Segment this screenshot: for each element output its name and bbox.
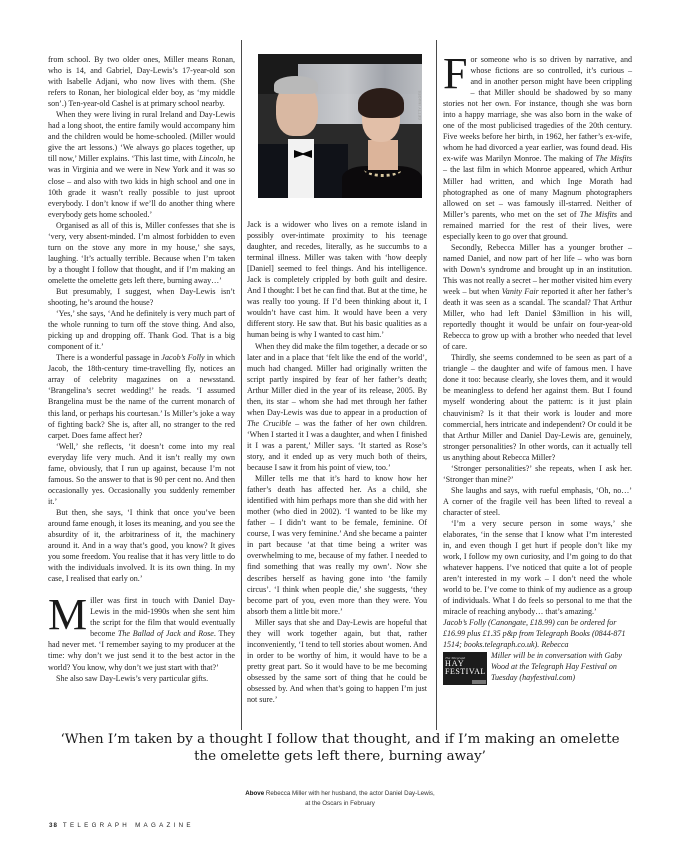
photo-credit: GETTY IMAGES xyxy=(418,90,422,120)
page-folio xyxy=(49,822,194,829)
paragraph-dropcap: Miller was first in touch with Daniel Day-Lewis in the mid-1990s when she sent him the script for the film that would eventually become The Ballad of Jack and Rose. They had never met. ‘I remember saying to my producer at the time: why don’t we just send it to the best actor in the world? You know, why don’t we just start with that?’ xyxy=(48,590,235,672)
paragraph: ‘Well,’ she reflects, ‘it doesn’t come into my real everyday life very much. And it isn’t really my own fame, obviously, that I run up against, because I’m not famous. So the answer to that is 90 per cent no. And then occasionally yes. Occasionally you suddenly remember it.’ xyxy=(48,441,235,506)
paragraph: When they were living in rural Ireland and Day-Lewis had a long shoot, the entire family would accompany him and the children would be home-schooled. (Miller would give the art lessons.) ‘We always go places together, up till now,’ Miller explains. ‘This last time, with Lincoln, he was in Virginia and we were in New York and it was so close – and also with two kids in high school and one in 10th grade it wasn’t really possible to just uproot everybody. I don’t know if we’ll do another thing where everybody gets home schooled.’ xyxy=(48,110,235,219)
paragraph: ‘Stronger personalities?’ she repeats, when I ask her. ‘Stronger than mine?’ xyxy=(443,463,632,484)
column-rule-left xyxy=(241,40,242,730)
paragraph: There is a wonderful passage in Jacob’s Folly in which Jacob, the 18th-century time-travelling fly, notices an array of celebrity magazines on a newsstand. ‘Brangelina’s secret wedding!’ he reads. ‘I assumed Brangelina must be the name of the current monarch of this land, or perhaps his courtesan.’ Is Miller’s joke a way of fighting back? She is, after all, no stranger to the red carpet. Does fame affect her? xyxy=(48,353,236,440)
column-rule-right xyxy=(436,40,437,730)
paragraph: Miller tells me that it’s hard to know how her father’s death has affected her. As a child, she identified with him perhaps more than she did with her mother (who died in 2002). ‘I wanted to be like my father – I didn’t want to be female, feminine. Of course, I was very feminine.’ And she became a painter in part because ‘at that time being a writer was overwhelming to me, because of my father. I needed to find something that was really my own’. Now she describes herself as having gone into ‘the family circus’. ‘I think when people die,’ she suggests, ‘they become part of you, even more than they were. You absorb them a little bit more.’ xyxy=(247,474,427,616)
paragraph: Organised as all of this is, Miller confesses that she is ‘very, very absent-minded. I’m almost forbidden to even turn on the stove any more in my house,’ she says, laughing. ‘It’s actually terrible. Because when I’m taken by a thought I follow that thought, and if I’m making an omelette the omelette gets left there, burning away…’ xyxy=(48,220,235,285)
photo-miller-daylewis xyxy=(258,54,422,198)
book-footnote: Jacob’s Folly (Canongate, £18.99) can be ordered for £16.99 plus £1.35 p&p from Telegraph Books (0844-871 1514; books.telegraph.co.uk). Rebecca xyxy=(443,618,626,650)
paragraph: from school. By two older ones, Miller means Ronan, who is 14, and Gabriel, Day-Lewis’s 17-year-old son with Isabelle Adjani, who now lives with them. (She refers to Ronan, her biological elder boy, as ‘my middle son’.) Ten-year-old Cashel is at primary school nearby. xyxy=(48,55,235,109)
publication-name: TELEGRAPH MAGAZINE xyxy=(62,822,194,829)
paragraph: Jack is a widower who lives on a remote island in possibly over-intimate proximity to his teenage daughter, and recedes, literally, as he succumbs to a terminal illness. Miller was taken with ‘how deeply [Daniel] seemed to feel things. And his intelligence. Jack is completely crippled by both guilt and desire. And I thought: I bet he can find that. But at the time, he was really too young. If I’d been thinking about it, I wouldn’t have cast him. It would have been a very different story. He saw that. But his basic qualities as a human being is why I wanted to cast him.’ xyxy=(247,220,427,340)
drop-cap-f: F xyxy=(443,49,468,98)
article-column-2 xyxy=(247,219,427,705)
paragraph: But presumably, I suggest, when Day-Lewis isn’t shooting, he’s around the house? xyxy=(48,286,235,308)
paragraph: Secondly, Rebecca Miller has a younger brother – named Daniel, and now part of her life – who was born with Down’s syndrome and brought up in an institution. This was not really a secret – her mother visited him every week – but when Vanity Fair reported it after her father’s death it was seen as a scandal. The scandal? That Arthur Miller, who had left Daniel $3million in his will, reportedly thought it would be unfair on four-year-old Rebecca to grow up with a brother who needed that level of care. xyxy=(443,242,633,352)
pull-quote: ‘When I’m taken by a thought I follow that thought, and if I’m making an omelette the omelette gets left there, burning away’ xyxy=(60,732,620,764)
paragraph: Thirdly, she seems condemned to be seen as part of a triangle – the daughter and wife of famous men. I have done it too: because clearly, she loves them, and it would be meaningless to defend her against them. But I found myself wondering about the pattern: is it just plain chauvinism? Is it that their work is louder and more commercial, hers intricate and independent? Or could it be that Arthur Miller and Daniel Day-Lewis are, genuinely, stronger personalities? In other words, can it actually tell us anything about Rebecca Miller? xyxy=(443,353,632,462)
paragraph: She also saw Day-Lewis’s very particular gifts. xyxy=(56,673,209,683)
paragraph: When they did make the film together, a decade or so later and in a place that ‘felt like the end of the world’, much had changed. Miller had originally written the script partly inspired by fear of her father’s death; Arthur Miller died in the year of its release, 2005. By then, its star – whom she had met through her father when Day-Lewis was due to appear in a production of The Crucible – was the father of her own children. ‘When I started it I was a daughter, and when I finished it I was a parent,’ Miller says. ‘It started as Rose’s story, and it ended up as very much both of theirs, because I saw it from his point of view, too.’ xyxy=(247,341,427,473)
drop-cap-m: M xyxy=(48,590,88,640)
article-column-1 xyxy=(48,54,235,684)
paragraph-dropcap: For someone who is so driven by narrative, and whose fictions are so controlled, it’s curious – and in another person might have been crippling – that Miller should be shadowed by so many stories not her own. For instance, though she was born into a happy marriage, she was also born in the wake of one of the most publicised tragedies of the 20th century. Five weeks before her birth, in 1962, her father’s ex-wife, whom he had divorced a year earlier, was found dead. His ex-wife was Marilyn Monroe. The making of The Misfits – the last film in which Monroe appeared, which Arthur Miller had written, and which Inge Morath had photographed as one of many Magnum photographers allowed on set – was famously ill-starred. Neither of Miller’s parents, who met on the set of The Misfits and remained married for the rest of their lives, were especially keen to go over that ground. xyxy=(443,49,632,241)
event-footnote: The Telegraph HAY FESTIVAL Miller will be in conversation with Gaby Wood at the Telegraph Hay Festival on Tuesday (hayfestival.com) xyxy=(443,650,632,683)
hay-festival-logo: The Telegraph HAY FESTIVAL xyxy=(443,652,487,685)
article-column-3 xyxy=(443,49,633,685)
paragraph: ‘Yes,’ she says, ‘And he definitely is very much part of the whole running to turn off the stove thing. And also, picking up and dropping off. Thank God. That is a big component of it.’ xyxy=(48,309,235,352)
paragraph: She laughs and says, with rueful emphasis, ‘Oh, no…’ A corner of the fragile veil has been lifted to reveal a character of steel. xyxy=(443,485,632,517)
caption-label: Above xyxy=(245,790,265,797)
paragraph: ‘I’m a very secure person in some ways,’ she elaborates, ‘in the sense that I know what I’m interested in, and even though I get hurt if people don’t like my work, I follow my own curiosity, and I’m going to do that whatever happens. I’ve noticed that quite a lot of people aren’t interested in my work – I don’t need the whole world to be. I’ve come to think of my audience as a group of individuals. What I do feels so personal to me that the miracle of reaching anybody… that’s amazing.’ xyxy=(443,518,632,617)
paragraph: But then, she says, ‘I think that once you’ve been around fame enough, it loses its meaning, and you see the absurdity of it, the arbitrariness of it, the machinery around it. And in a way that’s good, you know? It gives you some freedom. You realise that it has very little to do with the individuals involved. It is its own thing. In my case, I realised that early on.’ xyxy=(48,507,235,584)
page-number: 38 xyxy=(49,822,58,829)
photo-caption: Above Rebecca Miller with her husband, the actor Daniel Day-Lewis, at the Oscars in February xyxy=(245,790,435,807)
paragraph: Miller says that she and Day-Lewis are hopeful that they will work together again, but that, rather inconveniently, ‘I tend to tell stories about women. And in order to be worthy of him, it would have to be a pretty great part. So it would have to be me becoming obsessed by the same sort of thing that he could be obsessed by. And when that’s going to happen I’m just not sure.’ xyxy=(247,617,427,705)
